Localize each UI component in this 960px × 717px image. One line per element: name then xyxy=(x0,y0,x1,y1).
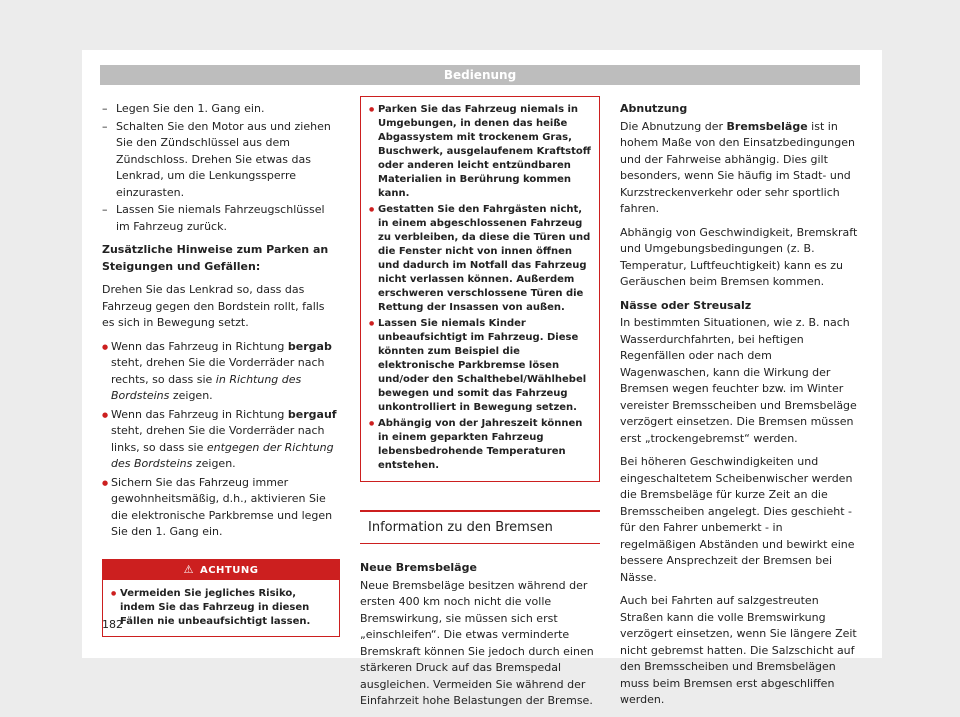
subheading: Abnutzung xyxy=(620,102,688,115)
paragraph: In bestimmten Situationen, wie z. B. nach Wasserdurchfahrten, bei heftigen Regenfällen oder nach dem Wagenwaschen, kann die Wirkung der Bremsen wegen feuchter bzw. im Winter vereister Bremsscheiben und Bremsbeläge verzögert einsetzen. Die Bremsen müssen erst „trockengebremst“ werden. xyxy=(620,316,857,445)
warning-continued-box xyxy=(360,96,600,482)
warning-item: ● Vermeiden Sie jegliches Risiko, indem Sie das Fahrzeug in diesen Fällen nie unbeaufsichtigt lassen. xyxy=(111,587,331,629)
column-right xyxy=(620,101,860,716)
warning-box xyxy=(102,559,340,637)
dash-item: – Lassen Sie niemals Fahrzeugschlüssel im Fahrzeug zurück. xyxy=(102,202,340,235)
dash-item: – Schalten Sie den Motor aus und ziehen Sie den Zündschlüssel aus dem Zündschloss. Drehen Sie etwas das Lenkrad, um die Lenkungssperre einzurasten. xyxy=(102,119,340,202)
bullet-item: ● Wenn das Fahrzeug in Richtung bergab steht, drehen Sie die Vorderräder nach rechts, so dass sie in Richtung des Bordsteins zeigen. xyxy=(102,339,340,405)
warning-item: ● Lassen Sie niemals Kinder unbeaufsichtigt im Fahrzeug. Diese könnten zum Beispiel die elektronische Parkbremse lösen und/oder den Schalthebel/Wählhebel bewegen und somit das Fahrzeug unkontrolliert in Bewegung setzen. xyxy=(369,317,591,415)
warning-item: ● Parken Sie das Fahrzeug niemals in Umgebungen, in denen das heiße Abgassystem mit trockenem Gras, Buschwerk, ausgelaufenem Kraftstoff oder anderen leicht entzündbaren Materialien in Berührung kommen kann. xyxy=(369,103,591,201)
paragraph: Bei höheren Geschwindigkeiten und eingeschaltetem Scheibenwischer werden die Bremsbeläge für kurze Zeit an die Bremsscheiben angelegt. Dies geschieht - für den Fahrer unbemerkt - in regelmäßigen Abständen und bewirkt eine bessere Ansprechzeit der Bremsen bei Nässe. xyxy=(620,455,855,584)
section-heading: Zusätzliche Hinweise zum Parken an Steigungen und Gefällen: xyxy=(102,243,329,273)
warning-item: ● Gestatten Sie den Fahrgästen nicht, in einem abgeschlossenen Fahrzeug zu verbleiben, da diese die Türen und die Fenster nicht von innen öffnen und dadurch im Notfall das Fahrzeug nicht verlassen können. Außerdem erschweren verschlossene Türen die Rettung der Insassen von außen. xyxy=(369,203,591,315)
dash-item: – Legen Sie den 1. Gang ein. xyxy=(102,101,340,118)
warning-item: ● Abhängig von der Jahreszeit können in einem geparkten Fahrzeug lebensbedrohende Temperaturen entstehen. xyxy=(369,417,591,473)
column-middle xyxy=(360,96,600,717)
section-title: Information zu den Bremsen xyxy=(360,510,600,544)
warning-body xyxy=(103,580,339,636)
subheading: Neue Bremsbeläge xyxy=(360,561,477,574)
subheading: Nässe oder Streusalz xyxy=(620,298,752,312)
page-header: Bedienung xyxy=(100,65,860,85)
page-number: 182 xyxy=(102,618,123,631)
paragraph: Drehen Sie das Lenkrad so, dass das Fahrzeug gegen den Bordstein rollt, falls es sich in Bewegung setzt. xyxy=(102,283,325,329)
column-left xyxy=(102,101,340,637)
bullet-item: ● Wenn das Fahrzeug in Richtung bergauf steht, drehen Sie die Vorderräder nach links, so dass sie entgegen der Richtung des Bordsteins zeigen. xyxy=(102,407,340,473)
bullet-item: ● Sichern Sie das Fahrzeug immer gewohnheitsmäßig, d.h., aktivieren Sie die elektronische Parkbremse und legen Sie den 1. Gang ein. xyxy=(102,475,340,541)
warning-triangle-icon: ⚠ xyxy=(183,562,194,576)
paragraph: Die Abnutzung der Bremsbeläge ist in hohem Maße von den Einsatzbedingungen und der Fahrweise abhängig. Dies gilt besonders, wenn Sie häufig im Stadt- und Kurzstreckenverkehr oder sehr sportlich fahren. xyxy=(620,119,855,215)
paragraph: Neue Bremsbeläge besitzen während der ersten 400 km noch nicht die volle Bremswirkung, sie müssen sich erst „einschleifen“. Die etwas verminderte Bremskraft können Sie jedoch durch einen stärkeren Druck auf das Bremspedal ausgleichen. Vermeiden Sie während der Einfahrzeit hohe Belastungen der Bremse. xyxy=(360,578,594,707)
paragraph: Auch bei Fahrten auf salzgestreuten Straßen kann die volle Bremswirkung verzögert einsetzen, wenn Sie längere Zeit nicht gebremst hatten. Die Salzschicht auf den Bremsscheiben und Bremsbelägen muss beim Bremsen erst abgeschliffen werden. xyxy=(620,594,857,706)
warning-header xyxy=(103,560,339,580)
paragraph: Abhängig von Geschwindigkeit, Bremskraft und Umgebungsbedingungen (z. B. Temperatur, Luftfeuchtigkeit) kann es zu Geräuschen beim Bremsen kommen. xyxy=(620,225,858,288)
warning-label: ACHTUNG xyxy=(199,564,259,576)
